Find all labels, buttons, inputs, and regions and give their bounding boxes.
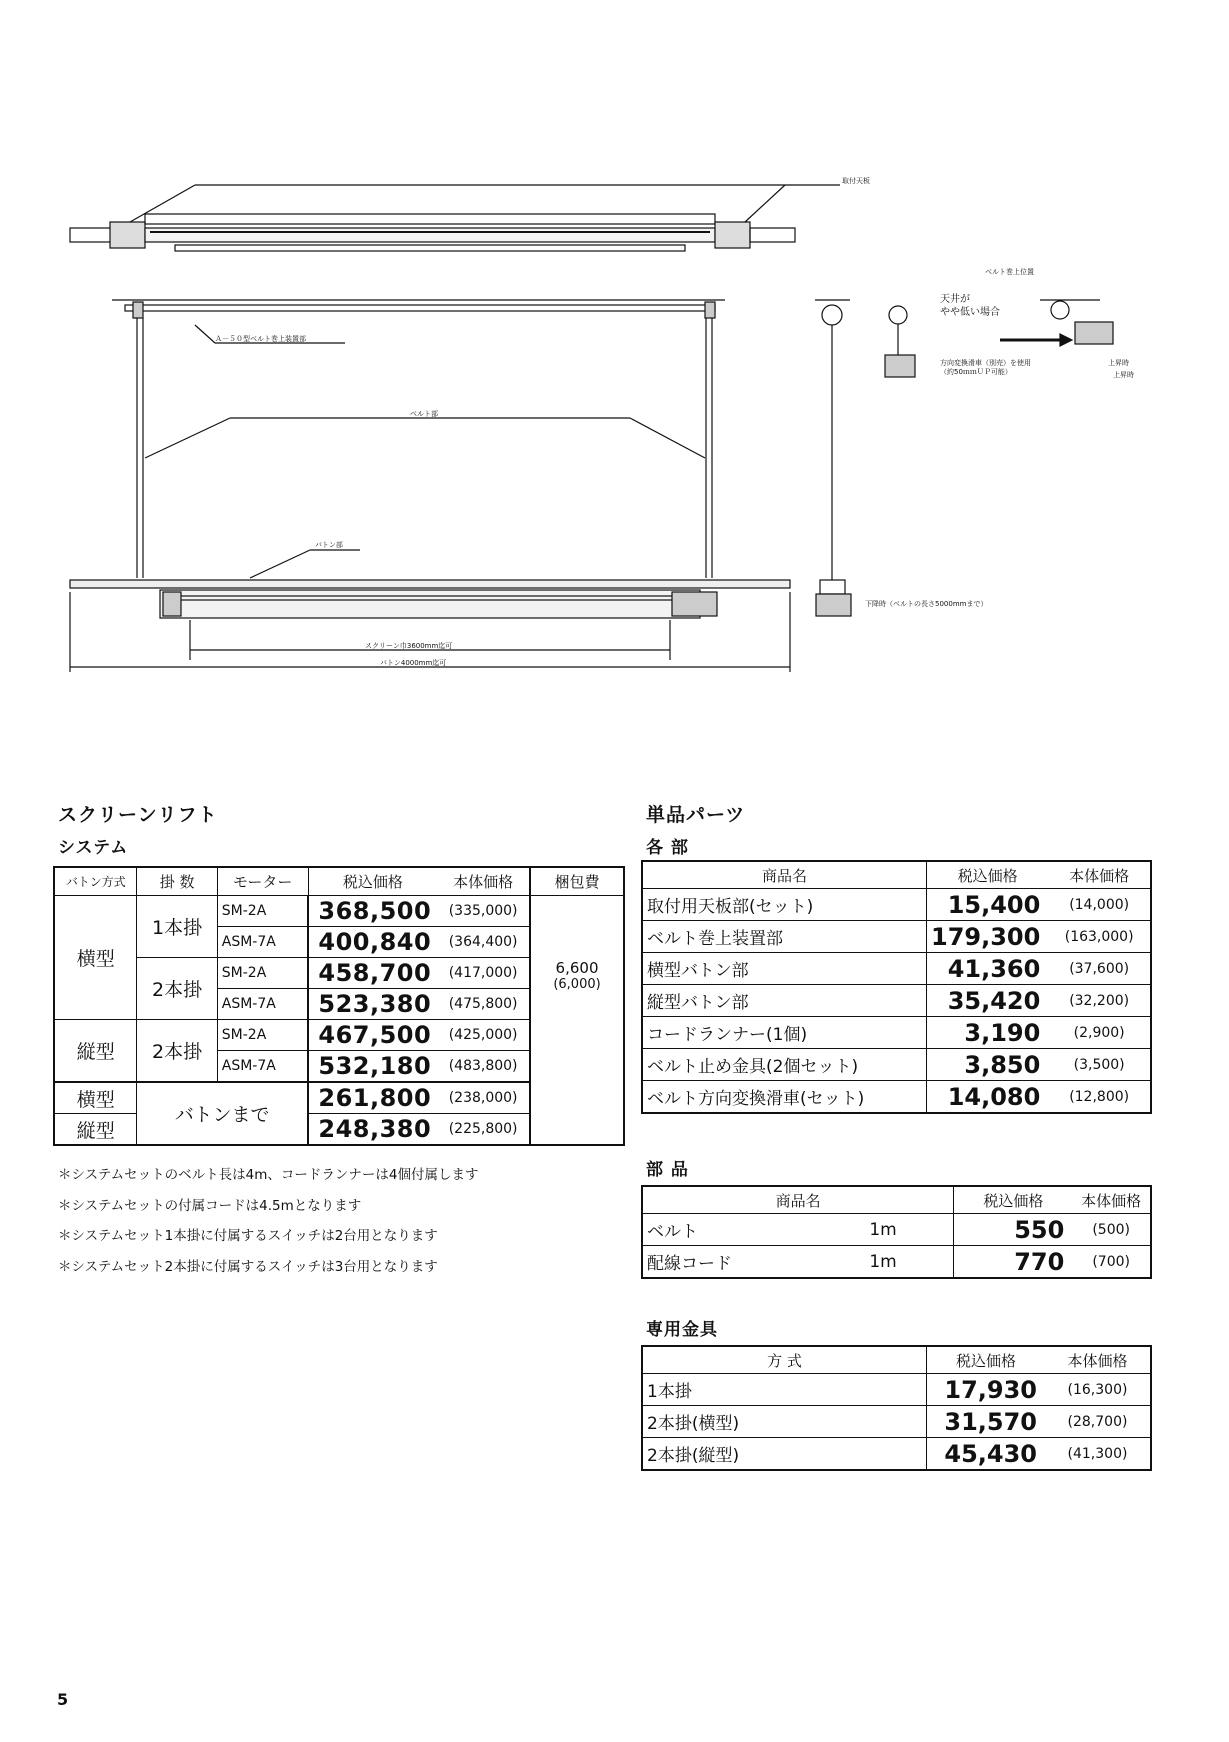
motor-cell: ASM-7A: [217, 1051, 308, 1083]
parts-subtitle: 各 部: [646, 838, 689, 858]
base-price-cell: (14,000): [1048, 889, 1151, 921]
table-row: [642, 1049, 1151, 1081]
table-row: [642, 1017, 1151, 1049]
base-price-cell: (28,700): [1045, 1406, 1151, 1438]
base-price-cell: (238,000): [437, 1082, 530, 1114]
item-name: 縦型バトン部: [642, 985, 927, 1017]
label-pulley-note: 方向変換滑車（別売）を使用: [940, 359, 1031, 367]
item-name: 配線コード: [647, 1254, 732, 1274]
col-name: 商品名: [642, 861, 927, 889]
label-ceiling-plate: 取付天板: [842, 177, 870, 185]
table-row: [642, 953, 1151, 985]
item-name: ベルト: [642, 1214, 865, 1246]
base-price-cell: (475,800): [437, 989, 530, 1020]
table-row: [642, 921, 1151, 953]
base-price-cell: (417,000): [437, 958, 530, 989]
count-nihon-tate: 2本掛: [137, 1020, 217, 1083]
parts-price-table: [641, 860, 1152, 1114]
label-low-ceiling-2: やや低い場合: [940, 307, 1000, 318]
count-ippon: 1本掛: [137, 896, 217, 958]
tax-price-cell: 17,930: [927, 1374, 1046, 1406]
tax-price-cell: 523,380: [308, 989, 437, 1020]
tax-price-cell: 41,360: [927, 953, 1049, 985]
tax-price-cell: 31,570: [927, 1406, 1046, 1438]
packing-base: (6,000): [553, 976, 601, 992]
type-tate-baton: 縦型: [54, 1114, 137, 1146]
item-name: ベルト方向変換滑車(セット): [642, 1081, 927, 1114]
col-method: 方 式: [642, 1346, 927, 1374]
base-price-cell: (364,400): [437, 927, 530, 958]
label-baton-width: バトン4000mm迄可: [380, 659, 447, 667]
table-row: [642, 1374, 1151, 1406]
base-price-cell: (225,800): [437, 1114, 530, 1146]
tax-price-cell: 45,430: [944, 1439, 1037, 1468]
kanagu-price-table: [641, 1345, 1152, 1471]
label-belt-change: ベルト巻上位置: [985, 268, 1034, 276]
col-packing: 梱包費: [530, 867, 624, 896]
base-price-cell: (41,300): [1067, 1445, 1128, 1462]
base-price-cell: (3,500): [1048, 1049, 1151, 1081]
packing-cell: [530, 896, 624, 1146]
tax-price-cell: 368,500: [308, 896, 437, 927]
label-belt: ベルト部: [410, 410, 438, 418]
label-baton-part: バトン部: [315, 541, 343, 549]
kanagu-subtitle: 専用金具: [646, 1320, 718, 1340]
table-row: [642, 889, 1151, 921]
table-header-row: [642, 861, 1151, 889]
item-name: 2本掛(縦型): [642, 1438, 927, 1471]
motor-cell: ASM-7A: [217, 989, 308, 1020]
base-price-cell: (483,800): [437, 1051, 530, 1083]
table-header-row: [642, 1346, 1151, 1374]
front-view-drawing: [70, 300, 790, 672]
tax-price-cell: 3,850: [927, 1049, 1049, 1081]
label-pulley-note-2: （約50ｍｍＵＰ可能）: [940, 368, 1012, 376]
label-screen-width: スクリーン巾3600mm迄可: [365, 642, 453, 650]
item-name: 横型バトン部: [642, 953, 927, 985]
parts-title: 単品パーツ: [646, 804, 746, 826]
tax-price-cell: 179,300: [927, 921, 1049, 953]
item-name: ベルト止め金具(2個セット): [642, 1049, 927, 1081]
tax-price-cell: 458,700: [308, 958, 437, 989]
tax-price-cell: 467,500: [308, 1020, 437, 1051]
system-notes: [58, 1160, 478, 1282]
buhin-subtitle: 部 品: [646, 1160, 689, 1180]
table-header-row: [642, 1186, 1151, 1214]
base-price-cell: (163,000): [1048, 921, 1151, 953]
baton-only: バトンまで: [137, 1082, 308, 1145]
base-price-cell: (32,200): [1048, 985, 1151, 1017]
base-price-cell: (700): [1092, 1253, 1130, 1270]
system-price-table: [53, 866, 625, 1146]
buhin-price-table: [641, 1185, 1152, 1279]
motor-cell: SM-2A: [217, 1020, 308, 1051]
tax-price-cell: 35,420: [927, 985, 1049, 1017]
item-name: 2本掛(横型): [642, 1406, 927, 1438]
tax-price-cell: 532,180: [308, 1051, 437, 1083]
side-view-drawing: [815, 300, 1113, 616]
col-tax: 税込価格: [927, 1346, 1046, 1374]
col-name: 商品名: [642, 1186, 954, 1214]
item-name: 取付用天板部(セット): [642, 889, 927, 921]
table-row: [642, 1081, 1151, 1114]
col-tax: 税込価格: [954, 1186, 1073, 1214]
item-name: コードランナー(1個): [642, 1017, 927, 1049]
col-tax: 税込価格: [927, 861, 1049, 889]
tax-price-cell: 770: [1014, 1247, 1065, 1276]
table-row: [642, 1214, 1151, 1246]
base-price-cell: (12,800): [1069, 1088, 1130, 1105]
base-price-cell: (425,000): [437, 1020, 530, 1051]
base-price-cell: (2,900): [1048, 1017, 1151, 1049]
tax-price-cell: 550: [954, 1214, 1073, 1246]
label-up-2: 上昇時: [1113, 371, 1134, 379]
packing-tax: 6,600: [555, 958, 599, 977]
col-baton: バトン方式: [54, 867, 137, 896]
tax-price-cell: 14,080: [947, 1082, 1041, 1111]
tax-price-cell: 261,800: [308, 1082, 437, 1114]
motor-cell: SM-2A: [217, 896, 308, 927]
note-item: ＊システムセット1本掛に付属するスイッチは2台用となります: [58, 1228, 438, 1244]
base-price-cell: (37,600): [1048, 953, 1151, 985]
base-price-cell: (335,000): [437, 896, 530, 927]
note-item: ＊システムセット2本掛に付属するスイッチは3台用となります: [58, 1258, 438, 1275]
tax-price-cell: 400,840: [308, 927, 437, 958]
table-row: [642, 985, 1151, 1017]
label-low-ceiling: 天井が: [940, 294, 970, 305]
item-name: 1本掛: [642, 1374, 927, 1406]
type-yoko-baton: 横型: [54, 1082, 137, 1114]
count-nihon: 2本掛: [137, 958, 217, 1020]
table-row: [54, 896, 624, 927]
col-base: 本体価格: [1072, 1186, 1151, 1214]
col-base: 本体価格: [1048, 861, 1151, 889]
col-motor: モーター: [217, 867, 308, 896]
note-item: ＊システムセットのベルト長は4m、コードランナーは4個付属します: [58, 1167, 479, 1183]
label-up: 上昇時: [1108, 359, 1129, 367]
type-tate: 縦型: [54, 1020, 137, 1083]
item-name: ベルト巻上装置部: [642, 921, 927, 953]
table-row: [642, 1246, 1151, 1279]
system-title: スクリーンリフト: [58, 804, 218, 826]
col-count: 掛 数: [137, 867, 217, 896]
item-unit: 1m: [865, 1214, 954, 1246]
col-tax: 税込価格: [308, 867, 437, 896]
base-price-cell: (500): [1072, 1214, 1151, 1246]
table-header-row: [54, 867, 624, 896]
top-view-drawing: [70, 185, 840, 251]
technical-drawing: [0, 0, 1229, 700]
tax-price-cell: 248,380: [308, 1114, 437, 1146]
system-subtitle: システム: [58, 838, 129, 858]
note-item: ＊システムセットの付属コードは4.5mとなります: [58, 1197, 362, 1214]
table-row: [642, 1406, 1151, 1438]
item-unit: 1m: [865, 1246, 954, 1279]
type-yoko: 横型: [54, 896, 137, 1020]
base-price-cell: (16,300): [1045, 1374, 1151, 1406]
col-base: 本体価格: [1045, 1346, 1151, 1374]
motor-cell: ASM-7A: [217, 927, 308, 958]
table-row: [642, 1438, 1151, 1471]
label-belt-type: Ａ－５０型ベルト巻上装置部: [215, 335, 306, 343]
label-lowered: 下降時（ベルトの長さ5000mmまで）: [865, 600, 988, 608]
col-base: 本体価格: [437, 867, 530, 896]
tax-price-cell: 15,400: [927, 889, 1049, 921]
motor-cell: SM-2A: [217, 958, 308, 989]
page-number: 5: [57, 1690, 69, 1709]
tax-price-cell: 3,190: [927, 1017, 1049, 1049]
